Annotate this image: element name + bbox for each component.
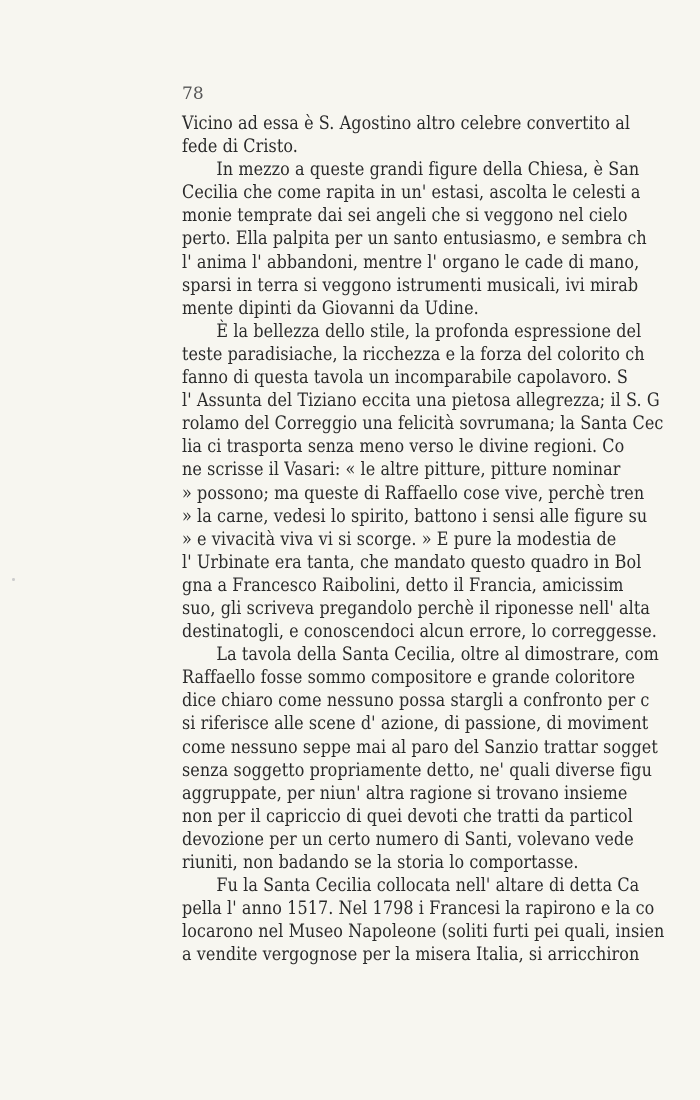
text-line: Cecilia che come rapita in un' estasi, ascolta le celesti a xyxy=(182,182,641,204)
text-line: gna a Francesco Raibolini, detto il Francia, amicissim xyxy=(182,574,624,596)
text-line: locarono nel Museo Napoleone (soliti furti pei quali, insien xyxy=(182,921,665,943)
text-line: sparsi in terra si veggono istrumenti musicali, ivi mirab xyxy=(182,274,639,296)
text-line: si riferisce alle scene d' azione, di passione, di moviment xyxy=(182,713,649,735)
text-line: » possono; ma queste di Raffaello cose vive, perchè tren xyxy=(182,482,645,504)
text-line: lia ci trasporta senza meno verso le divine regioni. Co xyxy=(182,436,625,458)
text-line: destinatogli, e conoscendoci alcun errore, lo correggesse. xyxy=(182,621,657,643)
text-line: senza soggetto propriamente detto, ne' quali diverse figu xyxy=(182,759,652,781)
text-line: Vicino ad essa è S. Agostino altro celebre convertito al xyxy=(182,113,631,134)
text-line: La tavola della Santa Cecilia, oltre al dimostrare, com xyxy=(216,644,659,666)
text-line: a vendite vergognose per la misera Italia, si arricchiron xyxy=(182,944,640,966)
text-line: l' anima l' abbandoni, mentre l' organo le cade di mano, xyxy=(182,251,640,273)
text-line: dice chiaro come nessuno possa stargli a confronto per c xyxy=(182,690,650,712)
text-line: È la bellezza dello stile, la profonda espressione del xyxy=(216,320,642,342)
text-line: come nessuno seppe mai al paro del Sanzio trattar sogget xyxy=(182,736,658,758)
text-line: mente dipinti da Giovanni da Udine. xyxy=(182,297,479,319)
text-line: Fu la Santa Cecilia collocata nell' altare di detta Ca xyxy=(216,875,640,897)
text-line: » e vivacità viva vi si scorge. » E pure la modestia de xyxy=(182,528,617,550)
text-line: aggruppate, per niun' altra ragione si trovano insieme xyxy=(182,782,628,804)
paper-speck xyxy=(12,578,15,581)
body-text xyxy=(182,112,700,966)
text-line: fanno di questa tavola un incomparabile capolavoro. S xyxy=(182,367,628,389)
text-line: perto. Ella palpita per un santo entusiasmo, e sembra ch xyxy=(182,228,647,250)
text-line: l' Assunta del Tiziano eccita una pietosa allegrezza; il S. G xyxy=(182,390,660,412)
text-line: » la carne, vedesi lo spirito, battono i sensi alle figure su xyxy=(182,505,648,527)
text-line: suo, gli scriveva pregandolo perchè il riponesse nell' alta xyxy=(182,597,650,619)
text-line: rolamo del Correggio una felicità sovrumana; la Santa Cec xyxy=(182,413,664,435)
text-line: fede di Cristo. xyxy=(182,136,298,158)
text-line: ne scrisse il Vasari: « le altre pitture, pitture nominar xyxy=(182,459,621,481)
page-number: 78 xyxy=(182,84,204,104)
text-line: non per il capriccio di quei devoti che tratti da particol xyxy=(182,805,633,827)
text-line: Raffaello fosse sommo compositore e grande coloritore xyxy=(182,667,636,689)
text-line: In mezzo a queste grandi figure della Chiesa, è San xyxy=(216,159,640,181)
text-line: monie temprate dai sei angeli che si veggono nel cielo xyxy=(182,205,628,227)
text-line: devozione per un certo numero di Santi, volevano vede xyxy=(182,828,634,850)
text-line: teste paradisiache, la ricchezza e la forza del colorito ch xyxy=(182,343,645,365)
text-line: pella l' anno 1517. Nel 1798 i Francesi la rapirono e la co xyxy=(182,898,655,920)
text-line: l' Urbinate era tanta, che mandato questo quadro in Bol xyxy=(182,551,642,573)
text-line: riuniti, non badando se la storia lo comportasse. xyxy=(182,852,579,873)
